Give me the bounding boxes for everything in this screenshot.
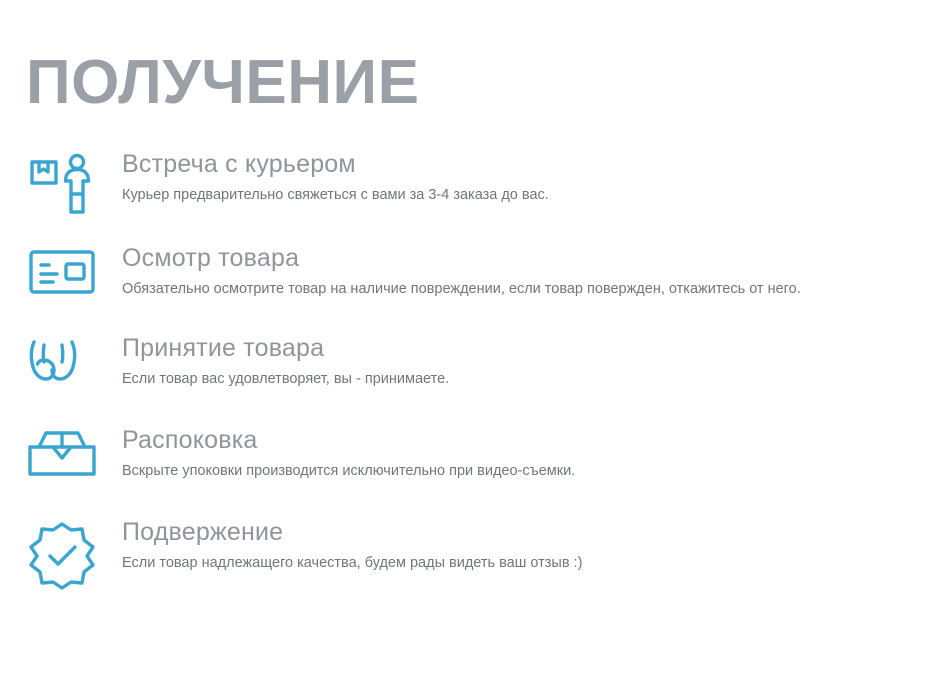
courier-delivery-icon bbox=[26, 148, 104, 220]
list-item-body bbox=[104, 244, 934, 300]
list-item-title: Распоковка bbox=[122, 426, 258, 454]
open-box-icon bbox=[26, 426, 104, 498]
list-item-description: Если товар надлежащего качества, будем рады видеть ваш отзыв :) bbox=[122, 554, 583, 571]
list-item-body bbox=[104, 334, 934, 390]
verified-check-badge-icon bbox=[26, 518, 104, 590]
accept-hands-icon bbox=[26, 334, 104, 406]
list-item bbox=[0, 426, 934, 500]
list-item bbox=[0, 148, 934, 222]
list-item-title: Осмотр товара bbox=[122, 244, 300, 272]
list-item-title: Встреча с курьером bbox=[122, 150, 356, 178]
list-item-description: Обязательно осмотрите товар на наличие повреждении, если товар повержден, откажитесь от него. bbox=[122, 280, 801, 297]
list-item-body bbox=[104, 148, 934, 206]
steps-list bbox=[0, 148, 934, 592]
list-item-body bbox=[104, 518, 934, 574]
list-item-description: Если товар вас удовлетворяет, вы - принимаете. bbox=[122, 370, 450, 387]
list-item-description: Курьер предварительно свяжеться с вами за 3-4 заказа до вас. bbox=[122, 186, 549, 203]
list-item bbox=[0, 518, 934, 592]
list-item-title: Подвержение bbox=[122, 518, 284, 546]
list-item-title: Принятие товара bbox=[122, 334, 325, 362]
list-item bbox=[0, 244, 934, 318]
list-item bbox=[0, 334, 934, 408]
list-item-body bbox=[104, 426, 934, 482]
package-inspect-icon bbox=[26, 244, 104, 316]
page-title: ПОЛУЧЕНИЕ bbox=[26, 47, 420, 117]
list-item-description: Вскрыте упоковки производится исключительно при видео-съемки. bbox=[122, 462, 576, 479]
